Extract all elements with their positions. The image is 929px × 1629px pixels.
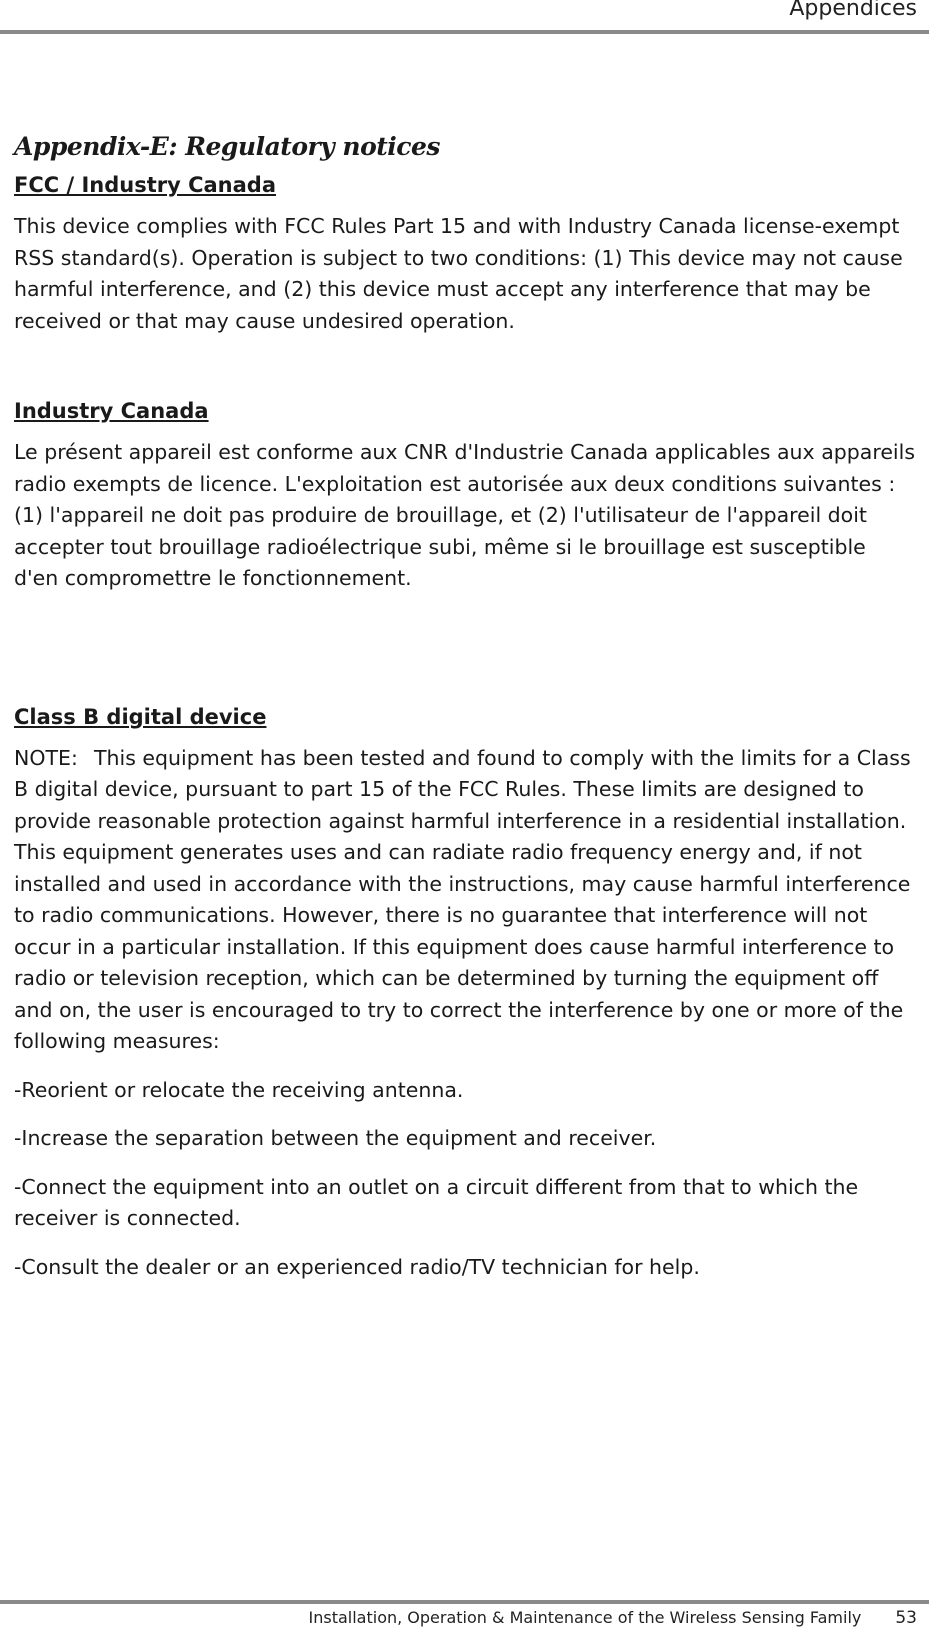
measure-item: -Increase the separation between the equipment and receiver. (14, 1126, 657, 1150)
section-heading-class-b: Class B digital device (14, 704, 267, 729)
measure-item: -Reorient or relocate the receiving antenna. (14, 1077, 464, 1102)
industry-canada-paragraph: Le présent appareil est conforme aux CNR d'Industrie Canada applicables aux appareils radio exempts de licence. L'exploitation est autorisée aux deux conditions suivantes : (1) l'appareil ne doit pas produire de brouillage, et (2) l'utilisateur de l'appareil doit accepter tout brouillage radioélectrique subi, même si le brouillage est susceptible d'en compromettre le fonctionnement. (14, 440, 915, 590)
footer-document-title: Installation, Operation & Maintenance of the Wireless Sensing Family (308, 1608, 862, 1627)
section-heading-fcc-industry-canada: FCC / Industry Canada (14, 173, 277, 197)
running-header: Appendices (789, 0, 917, 21)
appendix-title: Appendix-E: Regulatory notices (14, 132, 441, 161)
footer-rule (0, 1600, 929, 1604)
section-heading-industry-canada: Industry Canada (14, 399, 209, 423)
page-content (14, 132, 916, 1283)
measure-item: -Consult the dealer or an experienced radio/TV technician for help. (14, 1254, 700, 1279)
class-b-note-paragraph (14, 743, 916, 1058)
header-rule (0, 30, 929, 34)
class-b-note-text: This equipment has been tested and found to comply with the limits for a Class B digital device, pursuant to part 15 of the FCC Rules. These limits are designed to provide reasonable protection against harmful interference in a residential installation. This equipment generates uses and can radiate radio frequency energy and, if not installed and used in accordance with the instructions, may cause harmful interference to radio communications. However, there is no guarantee that interference will not occur in a particular installation. If this equipment does cause harmful interference to radio or television reception, which can be determined by turning the equipment off and on, the user is encouraged to try to correct the interference by one or more of the following measures: (14, 745, 911, 1053)
page-number: 53 (895, 1608, 917, 1628)
note-label: NOTE: (14, 745, 78, 770)
fcc-industry-canada-paragraph: This device complies with FCC Rules Part 15 and with Industry Canada license-exempt RSS standard(s). Operation is subject to two conditions: (1) This device may not cause harmful interference, and (2) this device must accept any interference that may be received or that may cause undesired operation. (14, 214, 903, 333)
page-footer (309, 1608, 918, 1628)
measure-item: -Connect the equipment into an outlet on a circuit different from that to which the receiver is connected. (14, 1174, 859, 1230)
